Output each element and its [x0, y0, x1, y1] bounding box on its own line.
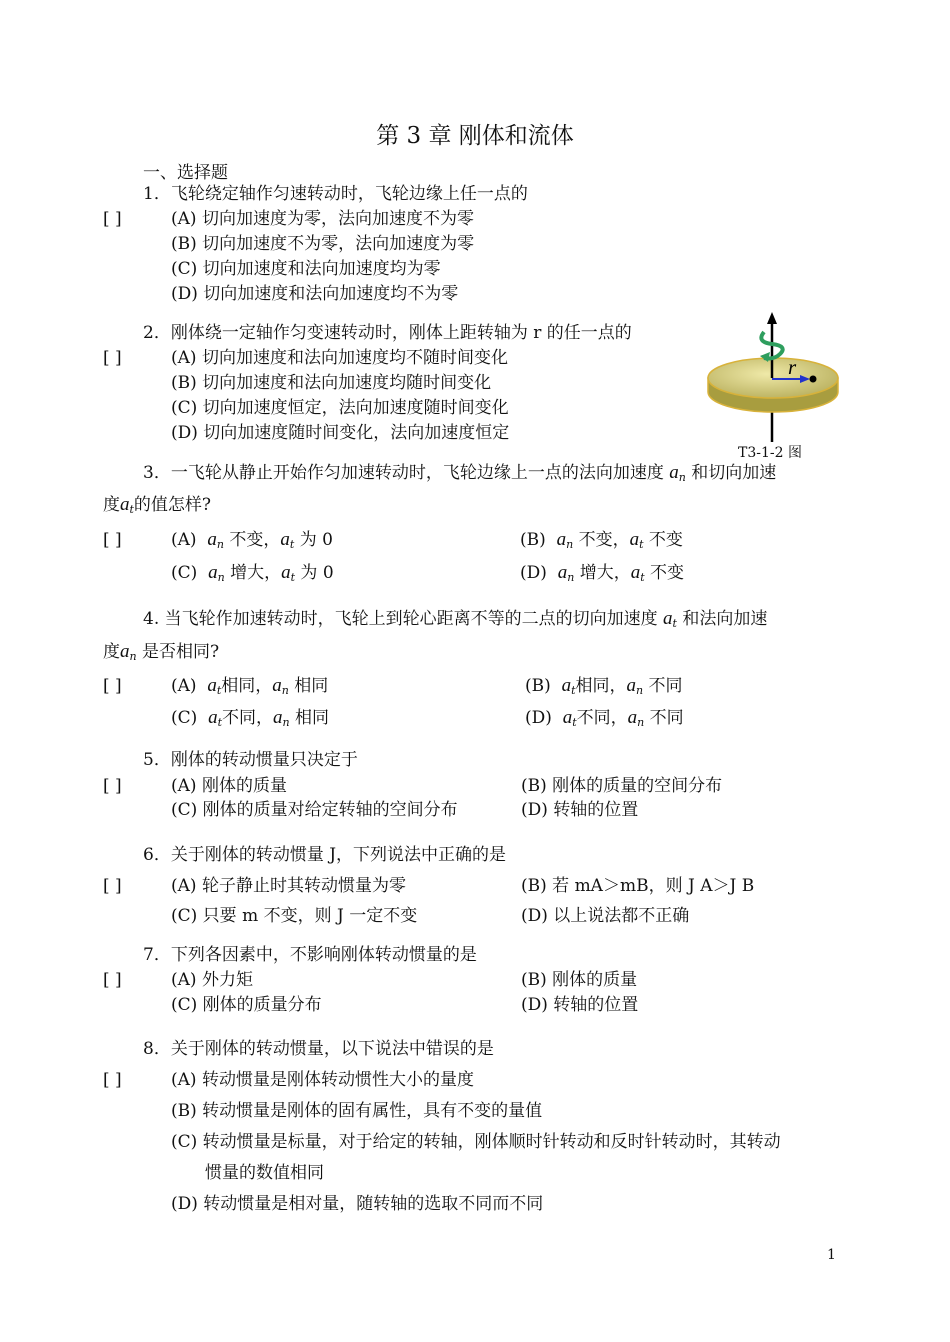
- q2-option-b: (B) 切向加速度和法向加速度均随时间变化: [171, 373, 492, 393]
- q2-option-d: (D) 切向加速度随时间变化，法向加速度恒定: [171, 423, 510, 443]
- q4-option-c: (C) $a_t$不同，$a_n$ 相同: [171, 707, 330, 729]
- q7-stem: 7．下列各因素中，不影响刚体转动惯量的是: [143, 945, 477, 965]
- q5-stem: 5．刚体的转动惯量只决定于: [143, 750, 358, 770]
- radius-label: r: [788, 355, 797, 379]
- q7-option-d: (D) 转轴的位置: [521, 995, 639, 1015]
- q1-stem: 1．飞轮绕定轴作匀速转动时，飞轮边缘上任一点的: [143, 184, 528, 204]
- q4-answer-bracket[interactable]: [ ]: [103, 676, 122, 696]
- q3-stem-line2: 度$a_t$的值怎样?: [103, 494, 212, 516]
- q8-option-b: (B) 转动惯量是刚体的固有属性，具有不变的量值: [171, 1101, 543, 1121]
- q1-option-a: (A) 切向加速度为零，法向加速度不为零: [171, 209, 474, 229]
- q3-answer-bracket[interactable]: [ ]: [103, 530, 122, 550]
- q2-option-c: (C) 切向加速度恒定，法向加速度随时间变化: [171, 398, 509, 418]
- q2-stem: 2．刚体绕一定轴作匀变速转动时，刚体上距转轴为 r 的任一点的: [143, 323, 632, 343]
- q7-answer-bracket[interactable]: [ ]: [103, 970, 122, 990]
- q1-option-b: (B) 切向加速度不为零，法向加速度为零: [171, 234, 475, 254]
- q2-option-a: (A) 切向加速度和法向加速度均不随时间变化: [171, 348, 508, 368]
- q6-answer-bracket[interactable]: [ ]: [103, 876, 122, 896]
- page-number: 1: [827, 1247, 836, 1263]
- q7-option-c: (C) 刚体的质量分布: [171, 995, 322, 1015]
- q4-option-d: (D) $a_t$不同，$a_n$ 不同: [525, 707, 684, 729]
- q3-stem-line1: 3．一飞轮从静止开始作匀加速转动时，飞轮边缘上一点的法向加速度 $a_n$ 和切向加速: [143, 462, 777, 484]
- q1-option-c: (C) 切向加速度和法向加速度均为零: [171, 259, 441, 279]
- q8-option-a: (A) 转动惯量是刚体转动惯性大小的量度: [171, 1070, 474, 1090]
- q5-option-b: (B) 刚体的质量的空间分布: [521, 776, 723, 796]
- q1-option-d: (D) 切向加速度和法向加速度均不为零: [171, 284, 459, 304]
- q6-option-c: (C) 只要 m 不变，则 J 一定不变: [171, 906, 418, 926]
- q4-stem-line2: 度$a_n$ 是否相同?: [103, 641, 220, 663]
- q5-option-d: (D) 转轴的位置: [521, 800, 639, 820]
- q5-option-c: (C) 刚体的质量对给定转轴的空间分布: [171, 800, 458, 820]
- q8-option-c-line1: (C) 转动惯量是标量，对于给定的转轴，刚体顺时针转动和反时针转动时，其转动: [171, 1132, 781, 1152]
- q7-option-a: (A) 外力矩: [171, 970, 253, 990]
- q6-option-b: (B) 若 mA＞mB，则 J A＞J B: [521, 876, 755, 896]
- q4-stem-line1: 4. 当飞轮作加速转动时，飞轮上到轮心距离不等的二点的切向加速度 $a_t$ 和法向加速: [143, 608, 768, 630]
- q8-stem: 8．关于刚体的转动惯量，以下说法中错误的是: [143, 1039, 494, 1059]
- page-title: 第 3 章 刚体和流体: [376, 123, 574, 149]
- q3-option-c: (C) $a_n$ 增大，$a_t$ 为 0: [171, 562, 334, 584]
- figure-caption: T3-1-2 图: [738, 445, 802, 461]
- q3-option-d: (D) $a_n$ 增大，$a_t$ 不变: [520, 562, 685, 584]
- q8-answer-bracket[interactable]: [ ]: [103, 1070, 122, 1090]
- q8-option-d: (D) 转动惯量是相对量，随转轴的选取不同而不同: [171, 1194, 544, 1214]
- q3-option-b: (B) $a_n$ 不变，$a_t$ 不变: [520, 529, 683, 551]
- axis-arrow-icon: [767, 312, 777, 324]
- q1-answer-bracket[interactable]: [ ]: [103, 209, 122, 229]
- q6-option-d: (D) 以上说法都不正确: [521, 906, 690, 926]
- q4-option-a: (A) $a_t$相同，$a_n$ 相同: [171, 675, 329, 697]
- rotating-disk-figure: [700, 310, 850, 460]
- q8-option-c-line2: 惯量的数值相同: [205, 1163, 324, 1183]
- q4-option-b: (B) $a_t$相同，$a_n$ 不同: [525, 675, 683, 697]
- point-dot: [810, 376, 817, 383]
- q3-option-a: (A) $a_n$ 不变，$a_t$ 为 0: [171, 529, 333, 551]
- q7-option-b: (B) 刚体的质量: [521, 970, 638, 990]
- q6-option-a: (A) 轮子静止时其转动惯量为零: [171, 876, 406, 896]
- q5-option-a: (A) 刚体的质量: [171, 776, 287, 796]
- section-heading: 一、选择题: [143, 163, 228, 183]
- q6-stem: 6．关于刚体的转动惯量 J，下列说法中正确的是: [143, 845, 507, 865]
- q5-answer-bracket[interactable]: [ ]: [103, 776, 122, 796]
- q2-answer-bracket[interactable]: [ ]: [103, 348, 122, 368]
